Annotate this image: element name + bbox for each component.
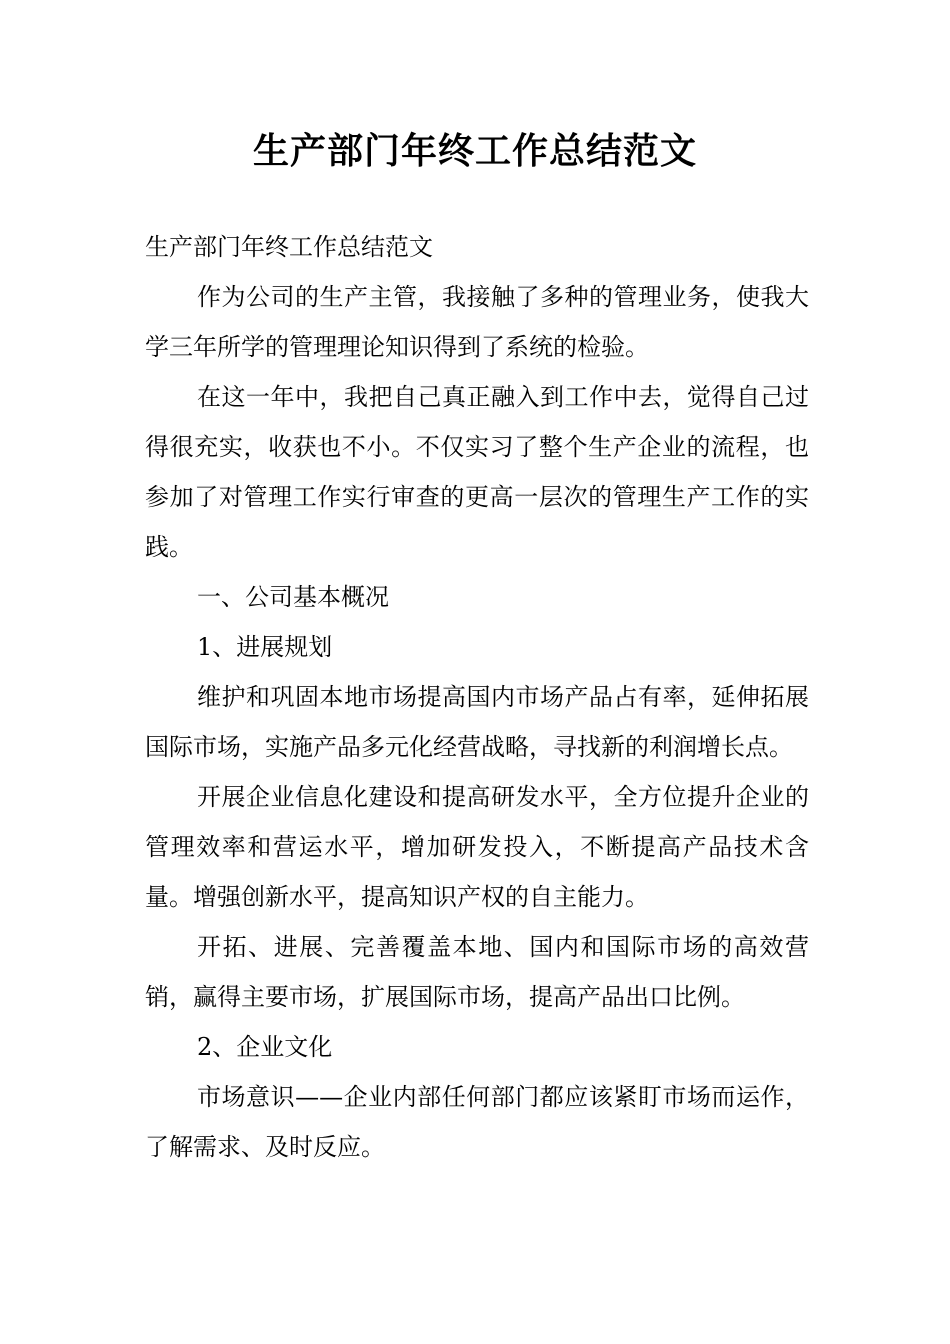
paragraph-year-review: 在这一年中，我把自己真正融入到工作中去，觉得自己过得很充实，收获也不小。不仅实习了整个生产企业的流程，也参加了对管理工作实行审查的更高一层次的管理生产工作的实践。 bbox=[145, 383, 809, 561]
paragraph-market-awareness: 市场意识——企业内部任何部门都应该紧盯市场而运作，了解需求、及时反应。 bbox=[145, 1083, 809, 1161]
document-title: 生产部门年终工作总结范文 bbox=[252, 131, 697, 172]
subsection-heading-corporate-culture: 2、企业文化 bbox=[197, 1033, 333, 1061]
section-heading-company-overview: 一、公司基本概况 bbox=[197, 583, 389, 611]
paragraph-subtitle: 生产部门年终工作总结范文 bbox=[145, 233, 433, 261]
document-body bbox=[145, 222, 809, 1172]
paragraph-marketing: 开拓、进展、完善覆盖本地、国内和国际市场的高效营销，赢得主要市场，扩展国际市场，提高产品出口比例。 bbox=[145, 933, 809, 1011]
paragraph-market-plan: 维护和巩固本地市场提高国内市场产品占有率，延伸拓展国际市场，实施产品多元化经营战略，寻找新的利润增长点。 bbox=[145, 683, 809, 761]
subsection-heading-development-plan: 1、进展规划 bbox=[197, 633, 333, 661]
paragraph-informatization: 开展企业信息化建设和提高研发水平，全方位提升企业的管理效率和营运水平，增加研发投入，不断提高产品技术含量。增强创新水平，提高知识产权的自主能力。 bbox=[145, 783, 809, 911]
paragraph-intro: 作为公司的生产主管，我接触了多种的管理业务，使我大学三年所学的管理理论知识得到了系统的检验。 bbox=[145, 283, 809, 361]
